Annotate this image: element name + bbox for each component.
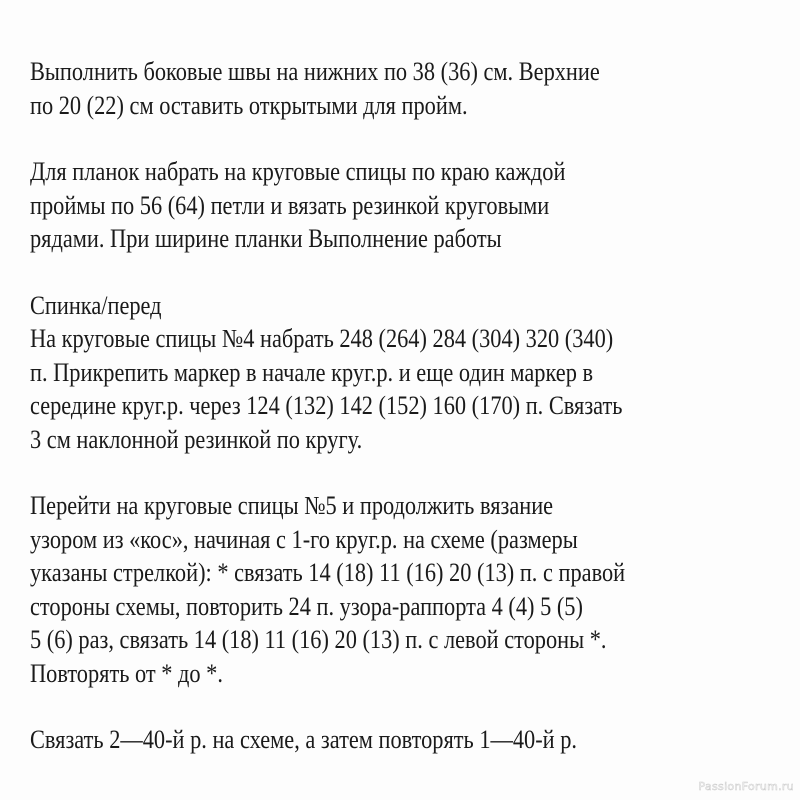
text-line: указаны стрелкой): * связать 14 (18) 11 (16) 20 (13) п. с правой	[30, 558, 626, 587]
text-line: середине круг.р. через 124 (132) 142 (152) 160 (170) п. Связать	[30, 391, 623, 420]
text-line: узором из «кос», начиная с 1-го круг.р. на схеме (размеры	[30, 524, 578, 554]
text-line: п. Прикрепить маркер в начале круг.р. и еще один маркер в	[30, 357, 594, 387]
text-line: Перейти на круговые спицы №5 и продолжить вязание	[30, 491, 554, 520]
text-line: Связать 2—40-й р. на схеме, а затем повторять 1—40-й р.	[30, 725, 578, 754]
text-line: Выполнить боковые швы на нижних по 38 (36) см. Верхние	[30, 57, 600, 86]
text-line: 3 см наклонной резинкой по кругу.	[30, 424, 363, 454]
paragraph-back-front	[30, 289, 770, 457]
paragraph-cable-pattern	[30, 489, 770, 690]
text-line: На круговые спицы №4 набрать 248 (264) 284 (304) 320 (340)	[30, 324, 614, 353]
document-page	[30, 55, 770, 790]
text-line: по 20 (22) см оставить открытыми для пройм.	[30, 90, 468, 120]
text-line: Для планок набрать на круговые спицы по краю каждой	[30, 157, 566, 186]
text-line: стороны схемы, повторить 24 п. узора-раппорта 4 (4) 5 (5)	[30, 591, 583, 621]
paragraph-side-seams	[30, 55, 770, 122]
text-line: рядами. При ширине планки Выполнение работы	[30, 224, 502, 253]
text-line: проймы по 56 (64) петли и вязать резинкой круговыми	[30, 190, 550, 220]
text-line: 5 (6) раз, связать 14 (18) 11 (16) 20 (13) п. с левой стороны *.	[30, 625, 607, 654]
paragraph-repeat-rows	[30, 723, 770, 757]
paragraph-armhole-bands	[30, 155, 770, 256]
text-line: Повторять от * до *.	[30, 658, 223, 688]
watermark: PassionForum.ru	[698, 780, 794, 793]
section-heading: Спинка/перед	[30, 290, 162, 320]
